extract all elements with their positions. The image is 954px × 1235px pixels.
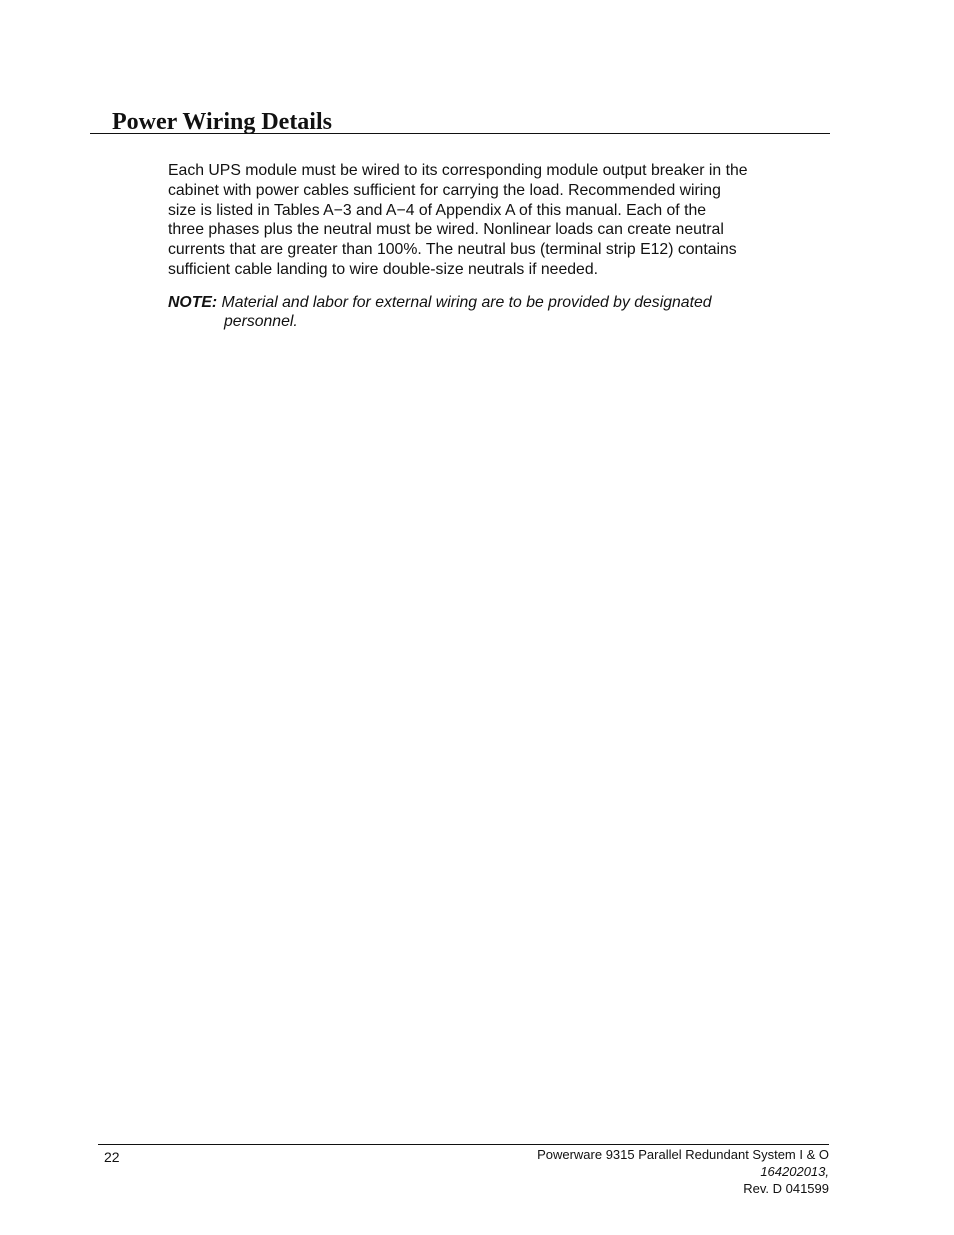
- footer-document-info: [537, 1146, 829, 1197]
- note-text: Material and labor for external wiring are to be provided by designated: [221, 294, 712, 311]
- document-title: Powerware 9315 Parallel Redundant System I & O: [537, 1147, 829, 1162]
- note-first-line: [168, 293, 818, 312]
- document-number: 164202013,: [760, 1164, 829, 1179]
- footer-rule: [98, 1144, 829, 1145]
- note-block: [168, 293, 818, 331]
- document-revision-line: [537, 1163, 829, 1197]
- body-line: currents that are greater than 100%. The neutral bus (terminal strip E12) contains: [168, 241, 737, 259]
- body-paragraph: [168, 161, 818, 280]
- section-title: Power Wiring Details: [112, 109, 332, 135]
- body-line: three phases plus the neutral must be wired. Nonlinear loads can create neutral: [168, 221, 724, 239]
- body-line: cabinet with power cables sufficient for carrying the load. Recommended wiring: [168, 181, 721, 199]
- page-number: 22: [104, 1149, 120, 1165]
- revision-label: Rev. D 041599: [743, 1181, 829, 1196]
- note-continuation: personnel.: [224, 313, 298, 330]
- section-heading-rule: [90, 106, 830, 134]
- body-line: size is listed in Tables A−3 and A−4 of Appendix A of this manual. Each of the: [168, 201, 707, 219]
- note-label: NOTE:: [168, 294, 218, 311]
- body-line: Each UPS module must be wired to its corresponding module output breaker in the: [168, 162, 748, 179]
- body-line: sufficient cable landing to wire double-size neutrals if needed.: [168, 260, 599, 278]
